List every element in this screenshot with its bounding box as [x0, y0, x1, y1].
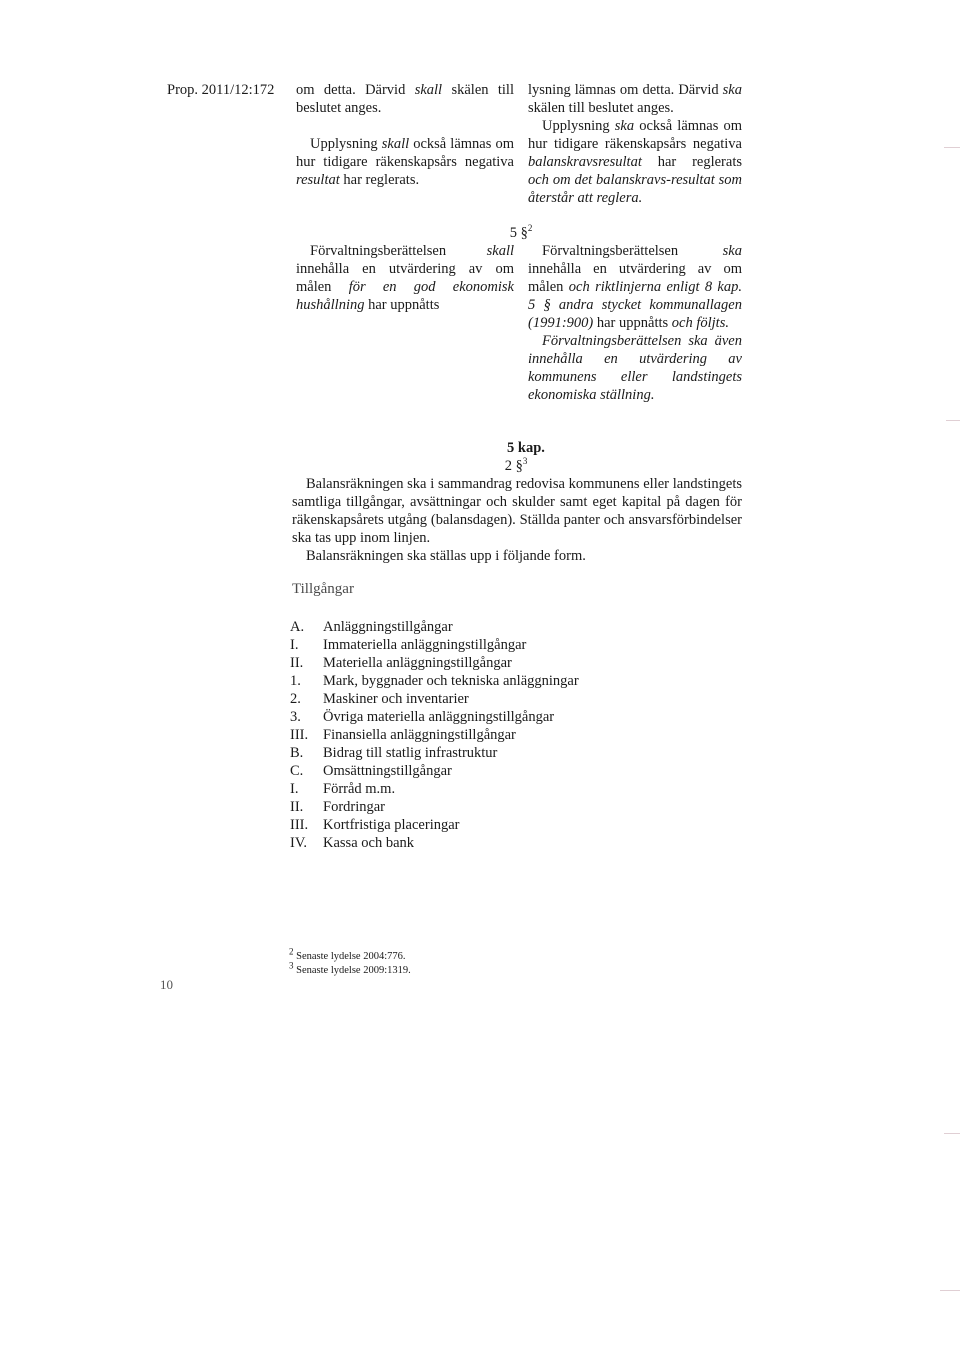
footnote-ref-2: 2 [527, 223, 533, 234]
asset-item-label: Anläggningstillgångar [323, 619, 453, 635]
asset-item-number: C. [290, 763, 304, 779]
asset-item-number: II. [290, 799, 304, 815]
proposition-reference: Prop. 2011/12:172 [167, 82, 275, 98]
asset-item-label: Omsättningstillgångar [323, 763, 452, 779]
section4-right-paragraph-2: Upplysning ska också lämnas om hur tidigare räkenskapsårs negativa balanskravsresultat har reglerats och om det balanskravs-resultat som återstår att reglera. [528, 118, 742, 206]
page-number: 10 [160, 977, 173, 992]
section5-left-paragraph: Förvaltningsberättelsen skall innehålla en utvärdering av om målen för en god ekonomisk hushållning har uppnåtts [296, 243, 514, 313]
asset-item-number: 3. [290, 709, 301, 725]
asset-item-number: I. [290, 637, 299, 653]
scan-edge-mark [946, 420, 960, 421]
scan-edge-mark [944, 147, 960, 148]
footnote-2: $^2$ Senaste lydelse 2004:776. [289, 946, 406, 962]
asset-item-label: Finansiella anläggningstillgångar [323, 727, 516, 743]
asset-item-number: 2. [290, 691, 301, 707]
asset-item-label: Förråd m.m. [323, 781, 396, 797]
section4-right-column [528, 81, 742, 207]
asset-item-label: Övriga materiella anläggningstillgångar [323, 709, 555, 725]
section4-left-column [296, 81, 514, 189]
section5-right-paragraph-1: Förvaltningsberättelsen ska innehålla en utvärdering av om målen och riktlinjerna enligt 8 kap. 5 § andra stycket kommunallagen (1991:900) har uppnåtts och följts. [528, 243, 742, 331]
asset-item-number: IV. [290, 835, 308, 851]
asset-item-label: Fordringar [323, 799, 386, 815]
asset-item-number: B. [290, 745, 304, 761]
asset-item-number: III. [290, 727, 309, 743]
footnote-3: $^3$ Senaste lydelse 2009:1319. [289, 960, 411, 976]
section5-left-column [296, 242, 514, 314]
chapter-paragraph-heading: 2 §$^3$ [504, 456, 528, 474]
asset-item-number: A. [290, 619, 305, 635]
section4-left-paragraph-2: Upplysning skall också lämnas om hur tidigare räkenskapsårs negativa resultat har reglerats. [296, 136, 514, 188]
chapter-body [292, 475, 742, 565]
asset-item-number: II. [290, 655, 304, 671]
section5-right-column [528, 242, 742, 404]
chapter-heading: 5 kap. [507, 440, 545, 456]
asset-item-label: Kortfristiga placeringar [323, 817, 460, 833]
section5-right-paragraph-2: Förvaltningsberättelsen ska även innehålla en utvärdering av kommunens eller landstingets ekonomiska ställning. [528, 333, 742, 403]
asset-item-label: Immateriella anläggningstillgångar [323, 637, 527, 653]
scan-edge-mark [944, 1133, 960, 1134]
section4-left-paragraph-1: om detta. Därvid skall skälen till beslutet anges. [296, 82, 514, 116]
asset-item-number: I. [290, 781, 299, 797]
chapter-paragraph-2: Balansräkningen ska ställas upp i följande form. [306, 548, 586, 564]
asset-item-label: Materiella anläggningstillgångar [323, 655, 512, 671]
asset-item-label: Mark, byggnader och tekniska anläggningar [323, 673, 579, 689]
asset-item-label: Bidrag till statlig infrastruktur [323, 745, 498, 761]
asset-item-number: 1. [290, 673, 301, 689]
asset-item-number: III. [290, 817, 309, 833]
section4-right-paragraph-1: lysning lämnas om detta. Därvid ska skälen till beslutet anges. [528, 82, 742, 116]
section5-heading: 5 §$^2$ [509, 223, 533, 241]
asset-item-label: Kassa och bank [323, 835, 415, 851]
chapter-paragraph-1: Balansräkningen ska i sammandrag redovisa kommunens eller landstingets samtliga tillgångar, avsättningar och skulder samt eget kapital på dagen för räkenskapsårets utgång (balansdagen). Ställda panter och ansvarsförbindelser ska tas upp inom linjen. [292, 476, 742, 546]
asset-item-label: Maskiner och inventarier [323, 691, 469, 707]
scan-edge-mark [940, 1290, 960, 1291]
assets-heading: Tillgångar [292, 581, 354, 597]
footnote-ref-3: 3 [522, 456, 528, 467]
